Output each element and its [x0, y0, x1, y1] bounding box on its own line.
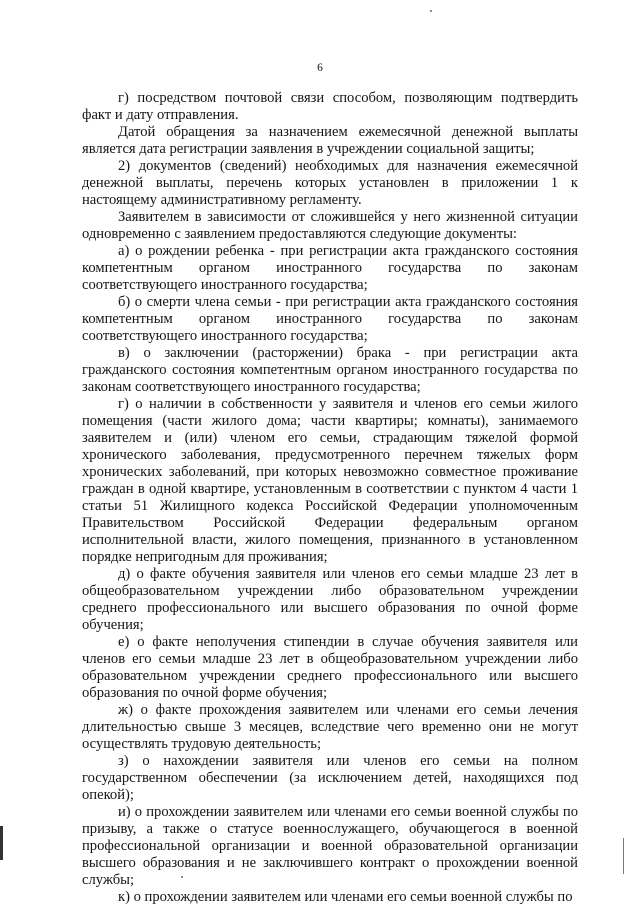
paragraph-item-v: в) о заключении (расторжении) брака - при регистрации акта гражданского состояния компетентным органом иностранного государства по законам соответствующего иностранного государства; [82, 345, 578, 395]
paragraph-item-b: б) о смерти члена семьи - при регистрации акта гражданского состояния компетентным органом иностранного государства по законам соответствующего иностранного государства; [82, 294, 578, 344]
page-number: 6 [317, 62, 323, 74]
paragraph-documents-list: 2) документов (сведений) необходимых для назначения ежемесячной денежной выплаты, перечень которых установлен в приложении 1 к настоящему административному регламенту. [82, 158, 578, 208]
paragraph-item-a: а) о рождении ребенка - при регистрации акта гражданского состояния компетентным органом иностранного государства по законам соответствующего иностранного государства; [82, 243, 578, 293]
paragraph-item-zh: ж) о факте прохождения заявителем или членами его семьи лечения длительностью свыше 3 месяцев, вследствие чего временно они не могут осуществлять трудовую деятельность; [82, 702, 578, 752]
paragraph-item-d: д) о факте обучения заявителя или членов его семьи младше 23 лет в общеобразовательном учреждении либо образовательном учреждении среднего профессионального или высшего образования по очной форме обучения; [82, 566, 578, 633]
paragraph-item-g: г) о наличии в собственности у заявителя и членов его семьи жилого помещения (части жилого дома; части квартиры; комнаты), занимаемого заявителем и (или) членом его семьи, страдающим тяжелой формой хронического заболевания, предусмотренного перечнем тяжелых форм хронических заболеваний, при которых невозможно совместное проживание граждан в одной квартире, установленным в соответствии с пунктом 4 части 1 статьи 51 Жилищного кодекса Российской Федерации уполномоченным Правительством Российской Федерации федеральным органом исполнительной власти, жилого помещения, признанного в установленном порядке непригодным для проживания; [82, 396, 578, 565]
document-body [82, 90, 578, 906]
paragraph-item-i: и) о прохождении заявителем или членами его семьи военной службы по призыву, а также о статусе военнослужащего, обучающегося в военной профессиональной организации и военной образовательной организации высшего образования и не заключившего контракт о прохождении военной службы; [82, 804, 578, 888]
paragraph-item-k: к) о прохождении заявителем или членами его семьи военной службы по [118, 889, 573, 905]
paragraph-item-e: е) о факте неполучения стипендии в случае обучения заявителя или членов его семьи младше 23 лет в общеобразовательном учреждении либо образовательном учреждении среднего профессионального или высшего образования по очной форме обучения; [82, 634, 578, 701]
paragraph-g-postal: г) посредством почтовой связи способом, позволяющим подтвердить факт и дату отправления. [82, 90, 578, 123]
paragraph-applicant-documents: Заявителем в зависимости от сложившейся у него жизненной ситуации одновременно с заявлением предоставляются следующие документы: [82, 209, 578, 242]
paragraph-application-date: Датой обращения за назначением ежемесячной денежной выплаты является дата регистрации заявления в учреждении социальной защиты; [82, 124, 578, 157]
scan-speck [181, 876, 183, 878]
scan-speck [430, 10, 432, 12]
scan-edge-mark-right [623, 838, 624, 874]
scan-edge-mark-left [0, 826, 3, 860]
paragraph-item-z: з) о нахождении заявителя или членов его семьи на полном государственном обеспечении (за исключением детей, находящихся под опекой); [82, 753, 578, 803]
